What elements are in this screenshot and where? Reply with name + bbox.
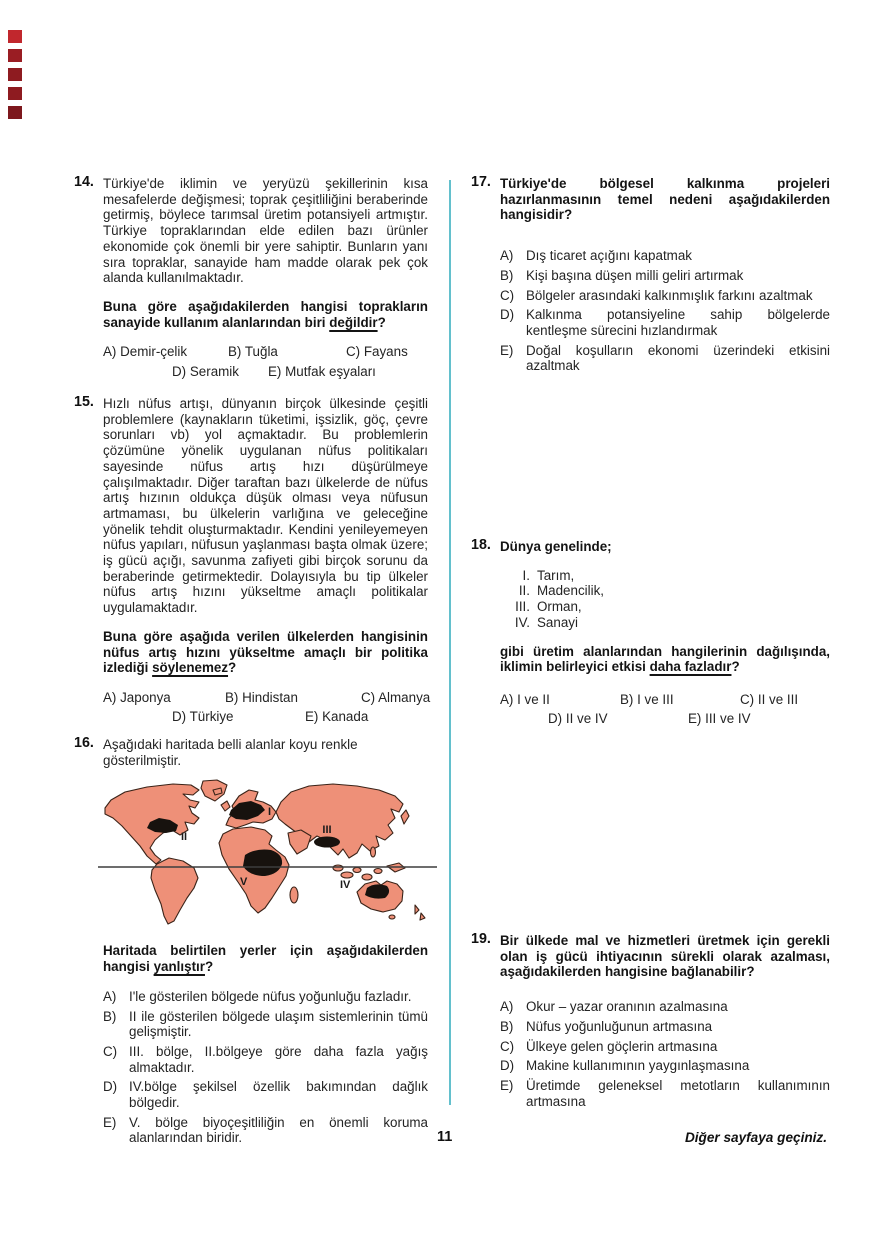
question-stem: Buna göre aşağıda verilen ülkelerden hangisinin nüfus artış hızını yükseltme amaçlı bir politika izlediği söylenemez? [103, 628, 428, 676]
continent-south-america [151, 858, 198, 924]
item-4: IV. Sanayi [514, 614, 578, 630]
island-new-zealand-north [415, 905, 419, 914]
option-c: C) Fayans [346, 344, 408, 360]
option-a: A) Demir-çelik [103, 344, 188, 360]
registration-mark [8, 68, 22, 81]
island-new-zealand-south [420, 913, 425, 920]
option-e: E) Kanada [305, 709, 369, 725]
option-b: B) II ile gösterilen bölgede ulaşım sistemlerinin tümü gelişmiştir. [103, 1008, 428, 1040]
region-3-south-asia [314, 837, 340, 848]
question-stem: gibi üretim alanlarından hangilerinin dağılışında, iklimin belirleyici etkisi daha fazladır? [500, 643, 830, 675]
item-1: I. Tarım, [522, 567, 575, 583]
option-d: D) IV.bölge şekilsel özellik bakımından dağlık bölgedir. [103, 1079, 428, 1111]
island-philippines [371, 847, 376, 857]
option-d: D) Kalkınma potansiyeline sahip bölgelerde kentleşme sürecini hızlandırmak [500, 307, 830, 338]
island-tasmania [389, 915, 395, 919]
item-3: III. Orman, [515, 599, 582, 615]
question-14 [74, 174, 428, 383]
option-e: E) V. bölge biyoçeşitliliğin en önemli koruma alanlarından biridir. [103, 1114, 428, 1146]
question-number: 18. [471, 537, 491, 553]
map-label-1: I [268, 806, 272, 819]
options-list [103, 989, 428, 1146]
option-a: A) Japonya [103, 689, 171, 705]
option-e: E) Doğal koşulların ekonomi üzerindeki etkisini azaltmak [500, 342, 830, 374]
option-e: E) Üretimde geleneksel metotların kullanımının artmasına [500, 1077, 830, 1109]
option-d: D) II ve IV [548, 711, 608, 727]
option-e: E) Mutfak eşyaları [268, 363, 376, 379]
question-stem: Buna göre aşağıdakilerden hangisi toprakların sanayide kullanım alanlarından biri değildir? [103, 298, 428, 330]
option-e: E) III ve IV [688, 711, 751, 727]
item-2: II. Madencilik, [518, 583, 604, 599]
island-java [341, 872, 353, 878]
print-registration-marks [8, 30, 22, 119]
island-britain [221, 801, 230, 811]
option-b: B) Tuğla [228, 344, 278, 360]
world-map [95, 778, 440, 930]
map-label-3: III [322, 824, 332, 837]
option-a: A) I'le gösterilen bölgede nüfus yoğunluğu fazladır. [103, 988, 412, 1004]
options-row [500, 711, 830, 731]
option-c: C) Bölgeler arasındaki kalkınmışlık farkını azaltmak [500, 287, 813, 303]
question-17 [471, 174, 830, 378]
question-number: 14. [74, 174, 94, 190]
peninsula-arabia [288, 830, 311, 854]
column-divider-line [449, 180, 451, 1105]
option-b: B) Kişi başına düşen milli geliri artırmak [500, 267, 744, 283]
option-d: D) Makine kullanımının yaygınlaşmasına [500, 1058, 750, 1074]
question-number: 16. [74, 735, 94, 751]
page-number: 11 [437, 1129, 453, 1145]
question-intro: Aşağıdaki haritada belli alanlar koyu renkle gösterilmiştir. [103, 737, 358, 768]
option-b: B) I ve III [620, 691, 674, 707]
options-list [500, 248, 830, 374]
question-18 [471, 537, 830, 731]
question-number: 19. [471, 931, 491, 947]
question-16 [74, 735, 428, 1150]
island-celebes [362, 874, 372, 880]
question-stem: Haritada belirtilen yerler için aşağıdakilerden hangisi yanlıştır? [103, 943, 428, 975]
option-b: B) Nüfus yoğunluğunun artmasına [500, 1018, 713, 1034]
question-19 [471, 931, 830, 1113]
option-d: D) Türkiye [172, 709, 234, 725]
registration-mark [8, 30, 22, 43]
island-madagascar [290, 887, 298, 903]
registration-mark [8, 49, 22, 62]
option-c: C) Almanya [361, 689, 431, 705]
option-a: A) I ve II [500, 691, 550, 707]
options-row [103, 689, 431, 710]
options-row [103, 364, 428, 384]
island-moluccas [374, 869, 382, 874]
question-body: Hızlı nüfus artışı, dünyanın birçok ülkesinde çeşitli problemlere (kaynakların tüketimi, işsizlik, göç, çevre sorunları vb) yol açmaktadır. Bu problemlerin çözümüne yönelik uygulanan nüfus politikaları sayesinde nüfus artış hızı düşürülmeye çalışılmaktadır. Diğer taraftan bazı ülkelerde de nüfus artış hızının oldukça düşük olması veya nüfusun artmaması, bu ülkelerin varlığına ve geleceğine yönelik tehdit oluşturmaktadır. Kendini yenileyemeyen nüfus yapıları, nüfusun yaşlanması başta olmak üzere; iş gücü açığı, savunma zafiyeti gibi birçok sorunu da beraberinde getirmektedir. Dolayısıyla bu tip ülkeler nüfus artış hızını yükseltme amaçlı politikalar uygulamaktadır. [103, 396, 428, 616]
option-c: C) Ülkeye gelen göçlerin artmasına [500, 1038, 718, 1054]
option-d: D) Seramik [172, 363, 239, 379]
question-stem: Türkiye'de bölgesel kalkınma projeleri hazırlanmasının temel nedeni aşağıdakilerden hangisidir? [500, 176, 830, 223]
footer-note: Diğer sayfaya geçiniz. [684, 1130, 827, 1145]
option-a: A) Dış ticaret açığını kapatmak [500, 248, 692, 264]
question-15 [74, 394, 431, 729]
option-c: C) II ve III [740, 691, 799, 707]
registration-mark [8, 106, 22, 119]
question-stem: Bir ülkede mal ve hizmetleri üretmek için gerekli olan iş gücü ihtiyacının sürekli olarak azalması, aşağıdakilerden hangisine bağlanabilir? [500, 933, 830, 980]
question-body: Türkiye'de iklimin ve yeryüzü şekillerinin kısa mesafelerde değişmesi; toprak çeşitliliğini beraberinde getirmiş, böylece tarımsal üretim potansiyeli artmıştır. Türkiye topraklarından elde edilen bazı ürünler ekonomide çok önemli bir yere sahiptir. Bunların yanı sıra topraklar, sanayide ham madde olarak pek çok alanda kullanılmaktadır. [103, 176, 428, 286]
island-japan [401, 810, 409, 824]
question-lead: Dünya genelinde; [500, 539, 612, 554]
map-label-2: II [181, 831, 188, 844]
island-borneo [353, 868, 361, 873]
options-row [500, 692, 830, 712]
map-label-5: V [240, 876, 248, 889]
options-row [103, 344, 428, 364]
options-row [103, 709, 428, 729]
option-b: B) Hindistan [225, 689, 298, 705]
numbered-items [500, 568, 830, 631]
registration-mark [8, 87, 22, 100]
option-c: C) III. bölge, II.bölgeye göre daha fazla yağış almaktadır. [103, 1043, 428, 1075]
option-a: A) Okur – yazar oranının azalmasına [500, 999, 728, 1015]
island-sumatra [333, 865, 343, 871]
question-number: 17. [471, 174, 491, 190]
world-map-figure [95, 778, 440, 930]
options-list [500, 999, 830, 1109]
question-number: 15. [74, 394, 94, 410]
map-label-4: IV [340, 879, 351, 892]
